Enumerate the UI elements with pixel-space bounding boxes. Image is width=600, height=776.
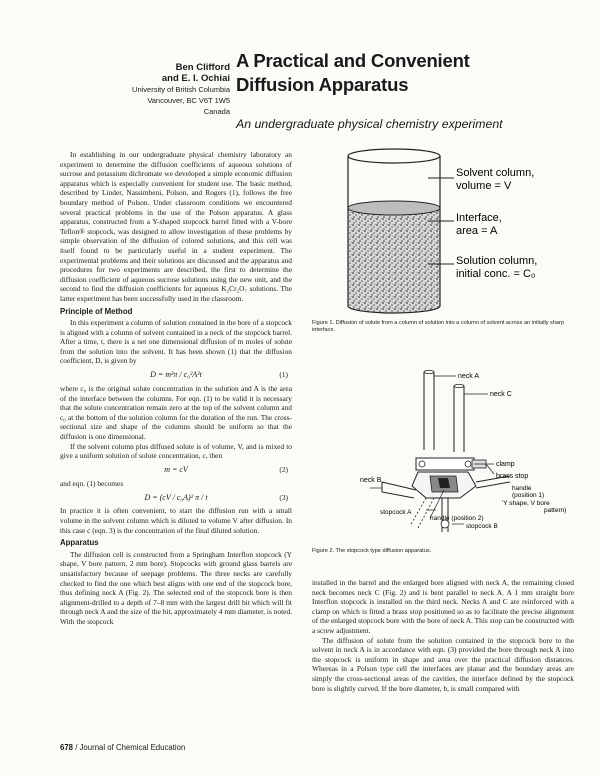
right-paragraph-1: installed in the barrel and the enlarged bore aligned with neck A, the remaining closed neck becomes neck C (Fig. 2) and is bent parallel to neck A. A 1 mm straight bore Interflon stopcock is installed on the third neck. Necks A and C are reinforced with a clamp on which is fitted a brass stop positioned so as to facilitate the precise alignment of the enlarged stopcock bore with the bore of neck A. This stop can be constructed with a screw adjustment. (312, 578, 574, 635)
right-column (312, 578, 574, 693)
label-stopcock-b: stopcock B (466, 523, 498, 530)
eqn-becomes-text: and eqn. (1) becomes (60, 478, 124, 488)
article-subtitle: An undergraduate physical chemistry experiment (236, 117, 503, 131)
apparatus-paragraph-1: The diffusion cell is constructed from a Springham Interflon stopcock (Y shape, V bore pattern, 2 mm bore). Stopcocks with ground glass barrels are unsatisfactory because of seepage problems. The three necks are carefully checked to find the one which best aligns with one end of the stopcock bore, thus defining neck A (Fig. 2). The selected end of the stopcock bore is then alignment-drilled to a depth of 7–8 mm with the largest drill bit which will fit through neck A and the size of the bit, approximately 4 mm diameter, is noted. With the stopcock (60, 549, 292, 626)
label-pattern: pattern) (544, 507, 567, 514)
right-paragraph-2: The diffusion of solute from the solution contained in the stopcock bore to the solvent in neck A is in accordance with eqn. (3) provided the bore through neck A into the stopcock is uniform in shape and area over the practical diffusion distances. Whereas in a Polson type cell the interfaces are planar and the boundary areas are simply the cross-sectional areas of the cavities, the interface defined by the stopcock bore is slightly curved. If the bore diameter, b, is small compared with (312, 635, 574, 693)
article-title (236, 49, 566, 97)
page-footer (60, 743, 185, 752)
label-neck-b: neck B (360, 477, 382, 484)
principle-paragraph-2: where c₀ is the original solute concentration in the solution and A is the area of the interface between the columns. For eqn. (1) to be valid it is necessary that the solute concentration remain zero at the top of the solvent column and c₀ at the bottom of the solution column for the duration of the run. The cross-sectional size and shape of the columns should be uniform so that the diffusion is one dimensional. (60, 384, 292, 442)
figure-1-caption: Figure 1. Diffusion of solute from a column of solution into a column of solvent across an initially sharp interface. (312, 320, 565, 333)
equation-1-body: D = m²π / c₀²A²t (150, 370, 202, 380)
handle-position-2 (410, 498, 426, 526)
affiliation-line: University of British Columbia (132, 85, 230, 94)
principle-paragraph-4: In practice it is often convenient, to start the diffusion run with a small volume in the solvent column which is diluted to volume V after diffusion. In this case c (eqn. 3) is the concentration of the final diluted solution. (60, 506, 292, 535)
equation-3 (60, 488, 292, 506)
figure-2-diagram (360, 364, 590, 546)
intro-paragraph: In establishing in our undergraduate physical chemistry laboratory an experiment to determine the diffusion coefficients of aqueous solutions of sucrose and potassium dichromate we developed a simple economic diffusion apparatus which is especially convenient for student use. The basic method, described by Linder, Nassimbeni, Polson, and Rogers (1), follows the free boundary method of Polson. Under classroom conditions we encountered several practical problems in the use of the Polson apparatus. A glass apparatus, constructed from a Y-shaped stopcock barrel fitted with a V-bore Teflon® stopcock, was designed to allow investigation of these problems by simple observation of the diffusion of colored solutions, and this cell was itself found to be particularly useful in a student experiment. The experimental problems and their solutions are discussed and the apparatus and procedures for two experiments are described, the first to determine the diffusion coefficient of aqueous sucrose solutions using the new unit, and the second to find the diffusion coefficients for aqueous K₂Cr₂O₇ solutions. The latter experiment has been successfully used in the classroom. (60, 150, 292, 303)
equation-2 (60, 461, 292, 479)
footer-separator: / (75, 743, 78, 752)
page-number: 678 (60, 743, 74, 752)
label-solution-column: Solution column, (456, 255, 538, 267)
label-interface-area: area = A (456, 225, 498, 237)
label-neck-a: neck A (458, 373, 480, 380)
principle-paragraph-1: In this experiment a column of solution contained in the bore of a stopcock is aligned with a column of solvent contained in a neck of the stopcock barrel. After a time, t, there is a net one dimensional diffusion of m moles of solute from the solution into the solvent. It has been shown (1) that the diffusion coefficient, D, is given by (60, 318, 292, 366)
affiliation-line: Vancouver, BC V6T 1W5 (147, 96, 230, 105)
equation-1 (60, 366, 292, 384)
label-solvent-column: Solvent column, (456, 167, 535, 179)
interface-surface (348, 201, 440, 215)
label-handle-2: handle (position 2) (430, 515, 484, 522)
label-clamp: clamp (496, 461, 515, 468)
heading-principle: Principle of Method (60, 306, 133, 316)
label-y-shape: 'Y shape, V bore (502, 500, 550, 507)
equation-1-number: (1) (279, 370, 288, 380)
solution-column (348, 208, 440, 313)
author-name-1: Ben Clifford (175, 62, 230, 73)
label-solvent-volume: volume = V (456, 180, 512, 192)
author-name-2: and E. I. Ochiai (161, 73, 230, 84)
author-block (60, 62, 230, 117)
label-handle-1: handle (512, 485, 532, 492)
equation-3-body: D = (cV / c₀A)² π / t (144, 492, 208, 502)
label-position-1: (position 1) (512, 492, 545, 499)
label-solution-conc: initial conc. = C₀ (456, 268, 536, 280)
left-column (60, 150, 292, 627)
equation-2-body: m = cV (164, 465, 188, 475)
journal-name: Journal of Chemical Education (79, 743, 186, 752)
affiliation-line: Canada (203, 107, 230, 116)
equation-3-number: (3) (279, 492, 288, 502)
principle-paragraph-3: If the solvent column plus diffused solute is of volume, V, and is mixed to give a uniform solution of solute concentration, c, then (60, 441, 292, 461)
heading-apparatus: Apparatus (60, 538, 99, 548)
label-neck-c: neck C (490, 391, 512, 398)
label-interface: Interface, (456, 212, 502, 224)
neck-b-tube (382, 482, 416, 498)
label-stopcock-a: stopcock A (380, 509, 412, 516)
title-line-2: Diffusion Apparatus (236, 74, 409, 95)
figure-1-diagram (310, 146, 570, 316)
label-brass-stop: brass stop (496, 473, 529, 480)
equation-2-number: (2) (279, 465, 288, 475)
figure-2-caption: Figure 2. The stopcock type diffusion apparatus. (312, 548, 432, 554)
cylinder-top (348, 149, 440, 163)
title-line-1: A Practical and Convenient (236, 50, 470, 71)
